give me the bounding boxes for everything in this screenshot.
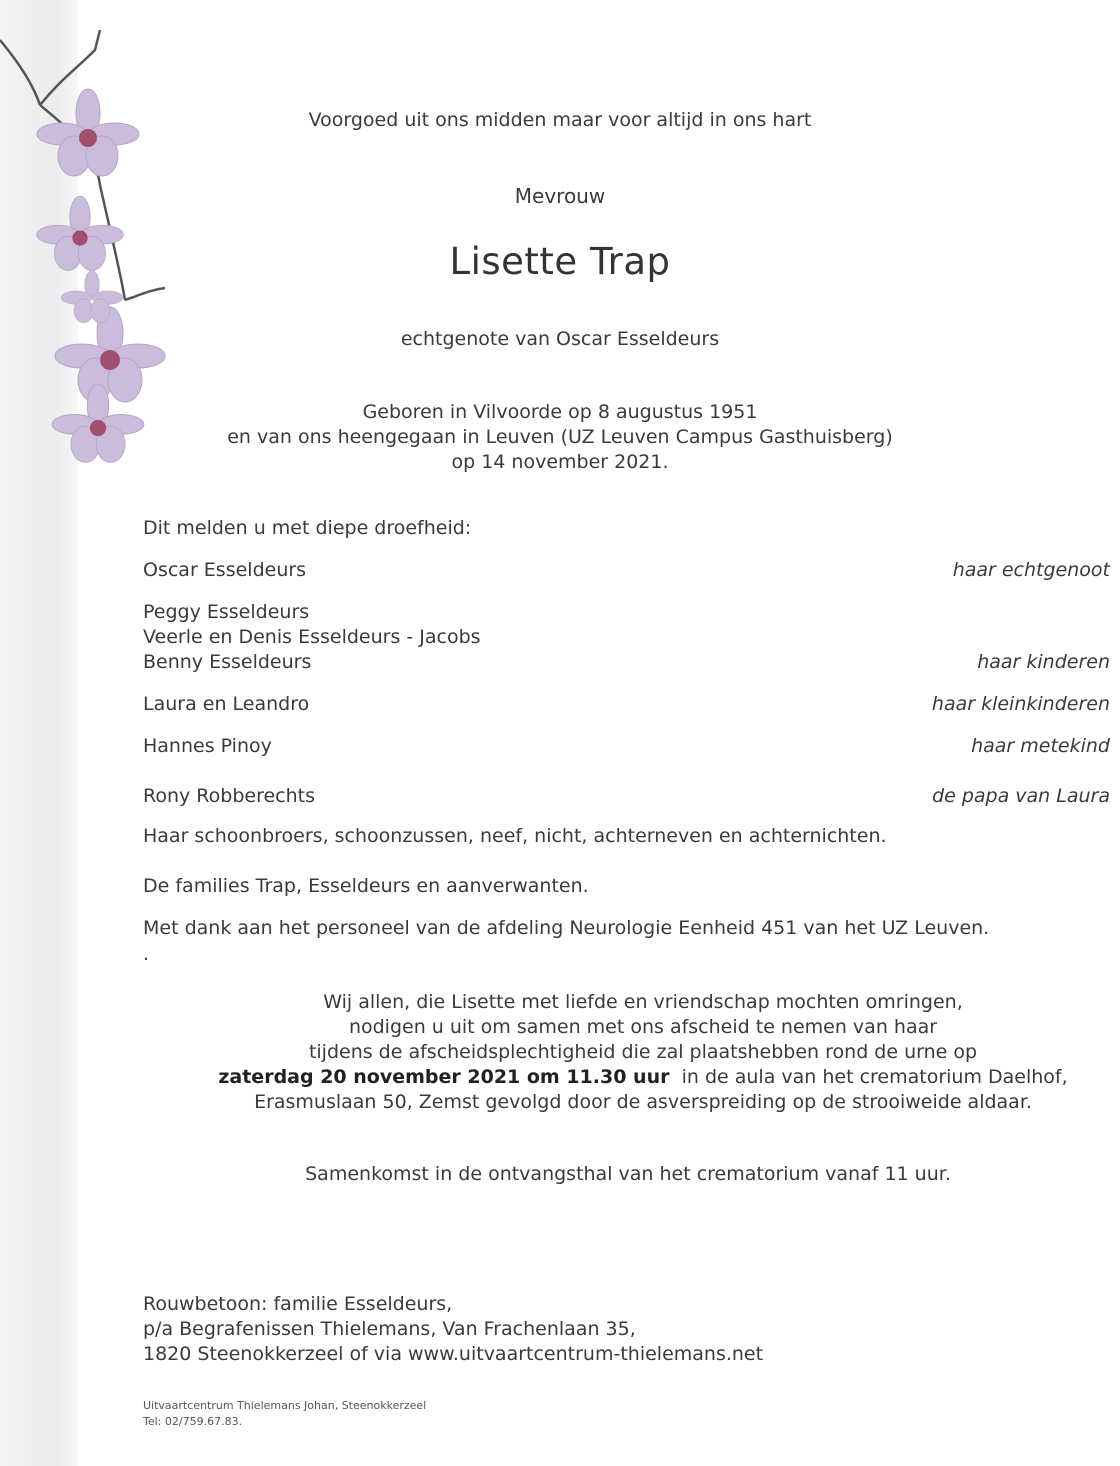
announcement-intro: Dit melden u met diepe droefheid:: [143, 517, 472, 539]
funeral-home: Uitvaartcentrum Thielemans Johan, Steenokkerzeel: [143, 1399, 427, 1412]
ceremony-location: in de aula van het crematorium Daelhof,: [681, 1066, 1068, 1088]
death-line: en van ons heengegaan in Leuven (UZ Leuven Campus Gasthuisberg): [227, 426, 893, 448]
spouse-line: echtgenote van Oscar Esseldeurs: [400, 328, 720, 350]
relative-name: Peggy Esseldeurs: [143, 601, 310, 623]
ceremony-block: [143, 990, 1120, 1115]
gathering: Samenkomst in de ontvangsthal van het crematorium vanaf 11 uur.: [305, 1163, 951, 1185]
relation-label: haar kleinkinderen: [931, 693, 1110, 715]
birth-line: Geboren in Vilvoorde op 8 augustus 1951: [362, 401, 758, 423]
relation-label: haar metekind: [971, 735, 1110, 757]
salutation: Mevrouw: [514, 184, 606, 208]
stray-dot: .: [143, 943, 150, 965]
extended-family: Haar schoonbroers, schoonzussen, neef, nicht, achterneven en achternichten.: [143, 825, 887, 847]
families: De families Trap, Esseldeurs en aanverwanten.: [143, 875, 589, 897]
ceremony-date-line: [143, 1065, 1120, 1090]
motto: Voorgoed uit ons midden maar voor altijd in ons hart: [308, 109, 812, 131]
ceremony-line: Erasmuslaan 50, Zemst gevolgd door de asverspreiding op de strooiweide aldaar.: [254, 1091, 1032, 1113]
relation-label: de papa van Laura: [932, 785, 1110, 807]
funeral-home-phone: Tel: 02/759.67.83.: [143, 1415, 243, 1428]
relative-name: Benny Esseldeurs: [143, 651, 312, 673]
relative-name: Rony Robberechts: [143, 785, 316, 807]
relative-name: Oscar Esseldeurs: [143, 559, 307, 581]
ceremony-date: zaterdag 20 november 2021 om 11.30 uur: [218, 1066, 670, 1088]
ceremony-line: nodigen u uit om samen met ons afscheid te nemen van haar: [348, 1016, 938, 1038]
relative-name: Veerle en Denis Esseldeurs - Jacobs: [143, 626, 481, 648]
ceremony-line: Wij allen, die Lisette met liefde en vriendschap mochten omringen,: [323, 991, 963, 1013]
condolences-line: 1820 Steenokkerzeel of via www.uitvaartcentrum-thielemans.net: [143, 1343, 764, 1365]
death-date-line: op 14 november 2021.: [451, 451, 669, 473]
deceased-name: Lisette Trap: [449, 240, 671, 283]
thanks: Met dank aan het personeel van de afdeling Neurologie Eenheid 451 van het UZ Leuven.: [143, 917, 990, 939]
relative-name: Hannes Pinoy: [143, 735, 272, 757]
ceremony-line: tijdens de afscheidsplechtigheid die zal plaatshebben rond de urne op: [308, 1041, 978, 1063]
condolences-line: Rouwbetoon: familie Esseldeurs,: [143, 1293, 453, 1315]
relation-label: haar kinderen: [977, 651, 1110, 673]
relation-label: haar echtgenoot: [952, 559, 1110, 581]
condolences-line: p/a Begrafenissen Thielemans, Van Frachenlaan 35,: [143, 1318, 636, 1340]
relative-name: Laura en Leandro: [143, 693, 310, 715]
